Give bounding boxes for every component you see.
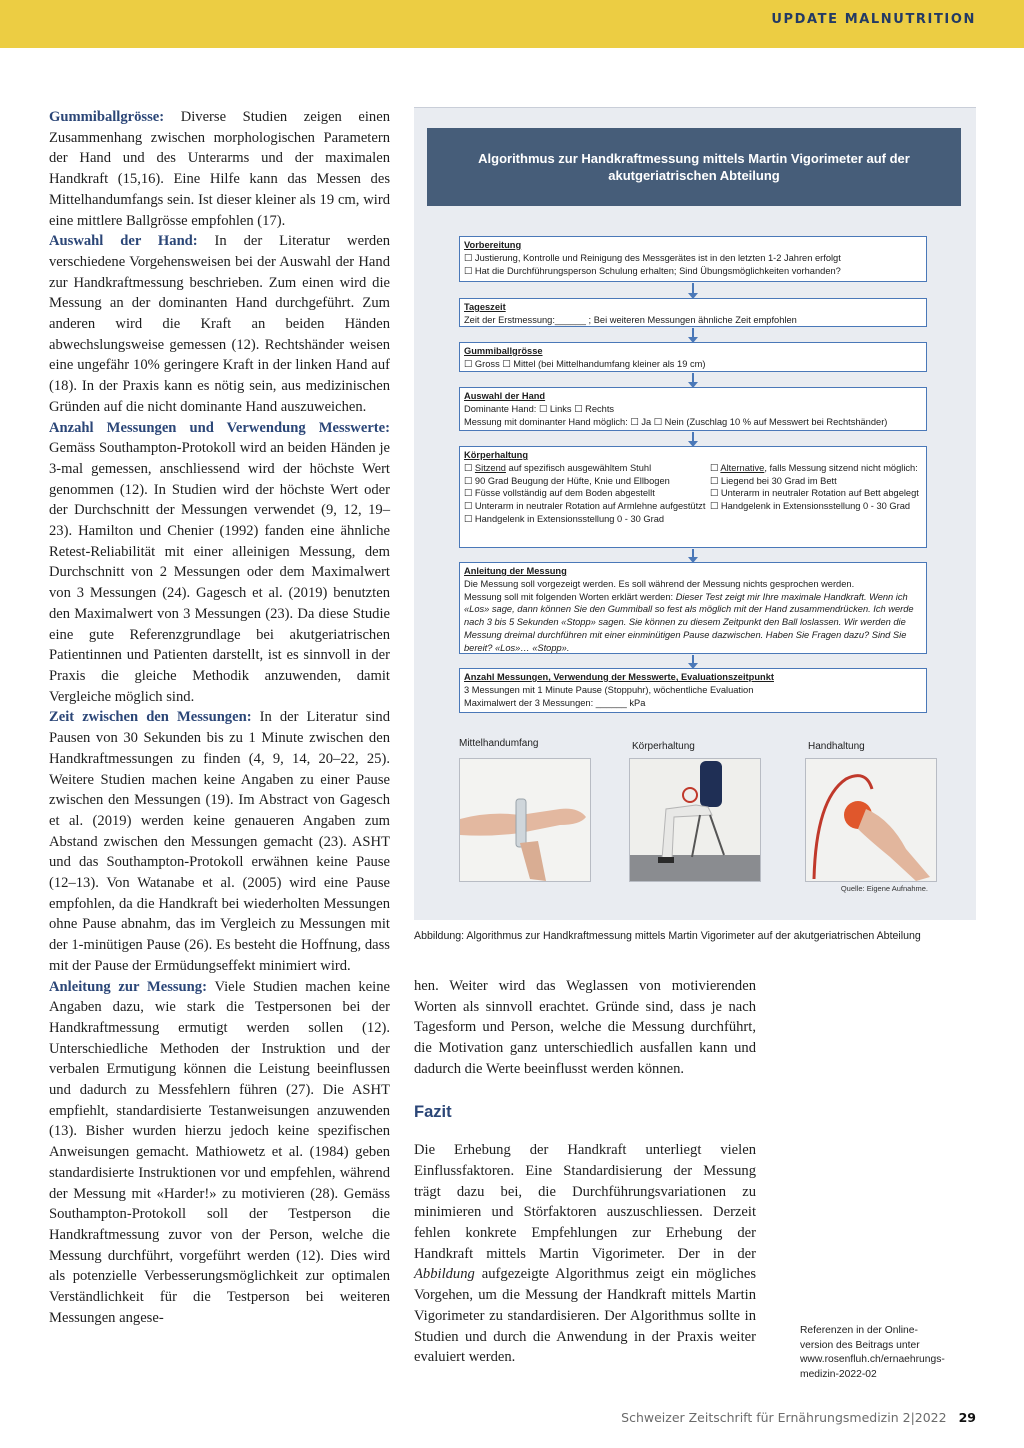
subheading: Anzahl Messungen und Verwendung Messwerte:: [49, 419, 390, 436]
continuation-paragraph: hen. Weiter wird das Weglassen von motivierenden Worten als sinnvoll erachtet. Gründe sind, dass je nach Tagesform und Person, welche die Messung durchführt, die Motivation ganz unterschiedlich ausfallen kann und dadurch die Werte beeinflusst werden können.: [414, 978, 756, 1077]
hand-measure-illustration: [460, 759, 590, 881]
subheading: Zeit zwischen den Messungen:: [49, 709, 252, 726]
fazit-figure-ref: Abbildung: [414, 1266, 475, 1283]
sitzend-text: auf spezifisch ausgewähltem Stuhl: [505, 462, 652, 473]
flow-arrow: [692, 373, 694, 386]
checkbox-item: ☐ 90 Grad Beugung der Hüfte, Knie und Ellbogen: [464, 475, 710, 488]
seated-posture-illustration: [630, 759, 760, 881]
sitzend-word: Sitzend: [474, 462, 506, 473]
step-heading: Körperhaltung: [464, 450, 529, 460]
subheading: Auswahl der Hand:: [49, 233, 198, 250]
option-gross: ☐ Gross: [464, 359, 500, 369]
step-tageszeit: [459, 298, 927, 327]
checkbox-item: ☐ Justierung, Kontrolle und Reinigung des Messgerätes ist in den letzten 1-2 Jahren erfolgt: [464, 252, 922, 265]
posture-left: [464, 462, 710, 526]
fazit-text-end: aufgezeigte Algorithmus zeigt ein mögliches Vorgehen, um die Messung der Handkraft mittels Martin Vigorimeter zu standardisieren. Der Algorithmus sollte in Studien und durch die Anwendung in der Praxis weiter evaluiert werden.: [414, 1266, 756, 1366]
step-options: [464, 358, 922, 371]
posture-columns: [464, 462, 922, 526]
fazit-heading: Fazit: [414, 1102, 452, 1121]
note-link[interactable]: www.rosenfluh.ch/ernaehrungs-: [800, 1354, 945, 1365]
flow-arrow: [692, 655, 694, 667]
option-nein: ☐ Nein (Zuschlag 10 % auf Messwert bei Rechtshänder): [654, 417, 888, 427]
step-heading: Anzahl Messungen, Verwendung der Messwerte, Evaluationszeitpunkt: [464, 672, 774, 682]
note-line: Referenzen in der Online-: [800, 1325, 918, 1336]
step-anzahl-messungen: [459, 668, 927, 713]
fazit-paragraph: [414, 1140, 756, 1368]
flow-arrow: [692, 283, 694, 297]
checkbox-sitzend: [464, 462, 710, 475]
paragraph-text: Diverse Studien zeigen einen Zusammenhang zwischen morphologischen Parametern der Hand und des Unterarms und der maximalen Handkraft (15,16). Eine Hilfe kann das Messen des Mittelhandumfangs sein. Ist dieser kleiner als 19 cm, wird eine mittlere Ballgrösse empfohlen (17).: [49, 109, 390, 229]
page-footer: [621, 1410, 976, 1425]
instruction-quote: Dieser Test zeigt mir Ihre maximale Handkraft. Wenn ich «Los» sage, dann können Sie den Gummiball so fest als möglich mit der Hand zusammendrücken. Ich werde nach 3 bis 5 Sekunden «Stopp» sagen. Sie können zu diesem Zeitpunkt den Ball loslassen. Wir werden die Messung dreimal durchführen mit einer einminütigen Pause dazwischen. Haben Sie Fragen dazu? Sind Sie bereit? «Los»… «Stopp».: [464, 591, 914, 653]
step-heading: Vorbereitung: [464, 240, 522, 250]
paragraph-zeit: [49, 707, 390, 976]
label-dominant-hand: Dominante Hand:: [464, 403, 537, 414]
middle-column: [414, 976, 756, 1368]
flow-arrow: [692, 549, 694, 561]
posture-right: [710, 462, 922, 526]
step-auswahl-hand: [459, 387, 927, 431]
alternative-text: , falls Messung sitzend nicht möglich:: [764, 462, 918, 473]
option-mittel: ☐ Mittel (bei Mittelhandumfang kleiner als 19 cm): [502, 359, 705, 369]
instruction-intro: Messung soll mit folgenden Worten erklärt werden:: [464, 591, 676, 602]
journal-name: Schweizer Zeitschrift für Ernährungsmedizin 2|2022: [621, 1410, 947, 1425]
step-text: Maximalwert der 3 Messungen: ______ kPa: [464, 697, 646, 708]
flow-arrow: [692, 328, 694, 341]
step-line-messung: [464, 416, 922, 429]
paragraph-text: In der Literatur sind Pausen von 30 Sekunden bis zu 1 Minute zwischen den Handkraftmessungen zu finden (4, 9, 14, 20–22, 25). Weitere Studien machen keine Angaben zu einer Pause zwischen den Messungen (19). Im Abstract von Gagesch et al. (2019) werden keine genaueren Angaben zum Abstand zwischen den Messungen gemacht (23). ASHT und das Southampton-Protokoll erwähnen keine Pause (12–13). Von Watanabe et al. (2005) wird eine Pause empfohlen, da die Handkraft bei wiederholten Messungen ohne Pause abnahm, das im Vergleich zu Messungen mit der 1-minütigen Pause (26). Es besteht die Hoffnung, dass mit der Pause der Ermüdungseffekt minimiert wird.: [49, 709, 390, 974]
checkbox-item: ☐ Hat die Durchführungsperson Schulung erhalten; Sind Übungsmöglichkeiten vorhanden?: [464, 265, 922, 278]
step-anleitung: [459, 562, 927, 654]
algorithm-figure: [414, 107, 976, 920]
figure-title: Algorithmus zur Handkraftmessung mittels Martin Vigorimeter auf der akutgeriatrischen Abteilung: [427, 128, 961, 206]
photo-label-koerperhaltung: Körperhaltung: [632, 741, 695, 752]
label-messung-dominant: Messung mit dominanter Hand möglich:: [464, 416, 628, 427]
paragraph-auswahl-hand: [49, 231, 390, 417]
left-column: [49, 107, 390, 1328]
option-ja: ☐ Ja: [630, 417, 651, 427]
subheading: Anleitung zur Messung:: [49, 978, 207, 995]
paragraph-anzahl-messungen: [49, 418, 390, 708]
paragraph-text: In der Literatur werden verschiedene Vorgehensweisen bei der Auswahl der Hand zur Handkraftmessung beschrieben. Zum einen wird die Messung an der dominanten Hand durchgeführt. Zum anderen wird die Kraft an beiden Händen abwechslungsweise gemessen (12). Rechtshänder weisen eine ungefähr 10% geringere Kraft in der linken Hand auf (18). In der Praxis kann es nötig sein, aus medizinischen Gründen auf die nicht dominante Hand auszuweichen.: [49, 233, 391, 415]
step-heading: Tageszeit: [464, 302, 506, 312]
subheading: Gummiballgrösse:: [49, 109, 165, 125]
checkbox-item: ☐ Handgelenk in Extensionsstellung 0 - 30 Grad: [464, 513, 710, 526]
checkbox-item: ☐ Füsse vollständig auf dem Boden abgestellt: [464, 487, 710, 500]
alternative-word: Alternative: [720, 462, 765, 473]
figure-source: Quelle: Eigene Aufnahme.: [840, 884, 928, 893]
photo-label-handhaltung: Handhaltung: [808, 741, 865, 752]
checkbox-item: ☐ Liegend bei 30 Grad im Bett: [710, 475, 922, 488]
checkbox-item: ☐ Handgelenk in Extensionsstellung 0 - 30 Grad: [710, 500, 922, 513]
photo-mittelhandumfang: [459, 758, 591, 882]
hand-grip-illustration: [806, 759, 936, 881]
paragraph-text: Gemäss Southampton-Protokoll wird an beiden Händen je 3-mal gemessen, anschliessend wird der höchste Wert genommen (12). In Studien wird der höchste Wert oder der Durchschnitt der Messungen verwendet (9, 12, 19–23). Hamilton und Chenier (1992) fanden eine ähnliche Retest-Reliabilität mit einer alleinigen Messung, dem Durchschnitt von 2 Messungen oder dem Maximalwert von 3 Messungen (24). Gagesch et al. (2019) benutzten den Maximalwert von 3 Messungen (23). Da diese Studie eine gute Referenzgrundlage bei akutgeriatrischen Patientinnen und Patienten darstellt, ist es sinnvoll in der Praxis die gleiche Methodik anzuwenden, damit Vergleiche möglich sind.: [49, 440, 390, 705]
option-rechts: ☐ Rechts: [574, 404, 614, 414]
figure-caption: Abbildung: Algorithmus zur Handkraftmessung mittels Martin Vigorimeter auf der akutgeriatrischen Abteilung: [414, 930, 921, 942]
references-note: [800, 1324, 970, 1382]
checkbox-item: ☐ Unterarm in neutraler Rotation auf Armlehne aufgestützt: [464, 500, 710, 513]
photo-label-mittelhandumfang: Mittelhandumfang: [459, 738, 539, 749]
section-label: UPDATE MALNUTRITION: [771, 12, 976, 27]
step-heading: Gummiballgrösse: [464, 346, 543, 356]
step-koerperhaltung: [459, 446, 927, 548]
step-gummiballgroesse: [459, 342, 927, 372]
step-text: Zeit der Erstmessung:______ ; Bei weiteren Messungen ähnliche Zeit empfohlen: [464, 314, 797, 325]
step-line-dominant: [464, 403, 922, 416]
step-text: 3 Messungen mit 1 Minute Pause (Stoppuhr), wöchentliche Evaluation: [464, 684, 754, 695]
fazit-text-start: Die Erhebung der Handkraft unterliegt vielen Einflussfaktoren. Eine Standardisierung der Messung trägt dazu bei, die Durchführungsvariationen zu minimieren und Störfaktoren auszuschliessen. Derzeit fehlen konkrete Empfehlungen zur Erhebung der Handkraft mittels Martin Vigorimeter. Der in der: [414, 1142, 756, 1262]
paragraph-text: Viele Studien machen keine Angaben dazu, wie stark die Testpersonen bei der Handkraftmessung ermutigt werden sollen (12). Unterschiedliche Methoden der Instruktion und der verbalen Ermutigung können die Leistung beeinflussen und dadurch zu Messfehlern führen (27). Die ASHT empfiehlt, standardisierte Testanweisungen anzuwenden (13). Bisher wurden hierzu jedoch keine spezifischen Anweisungen gemacht. Mathiowetz et al. (1984) geben standardisierte Instruktionen vor und empfehlen, während der Messung mit «Harder!» zu motivieren (28). Gemäss Southampton-Protokoll soll der Testperson die Handkraftmessung zuvor von der Person, welche die Messung durchführt, vorgeführt werden (12). Dies wird als potenzielle Verbesserungsmöglichkeit zur optimalen Verständlichkeit für die Testperson bei weiteren Messungen angese-: [49, 978, 390, 1326]
paragraph-gummiball: [49, 107, 390, 231]
photo-koerperhaltung: [629, 758, 761, 882]
checkbox-item: ☐ Unterarm in neutraler Rotation auf Bett abgelegt: [710, 487, 922, 500]
checkbox-alternative: [710, 462, 922, 475]
note-line: version des Beitrags unter: [800, 1339, 920, 1351]
step-vorbereitung: [459, 236, 927, 282]
step-heading: Auswahl der Hand: [464, 391, 546, 401]
header-bar: [0, 0, 1024, 48]
page-number: 29: [958, 1410, 976, 1425]
note-line: medizin-2022-02: [800, 1368, 877, 1380]
flow-arrow: [692, 432, 694, 445]
photo-handhaltung: [805, 758, 937, 882]
step-instruction: [464, 591, 922, 654]
step-text: Die Messung soll vorgezeigt werden. Es soll während der Messung nichts gesprochen werden.: [464, 578, 855, 589]
option-links: ☐ Links: [539, 404, 572, 414]
step-heading: Anleitung der Messung: [464, 566, 567, 576]
paragraph-anleitung: [49, 977, 390, 1329]
